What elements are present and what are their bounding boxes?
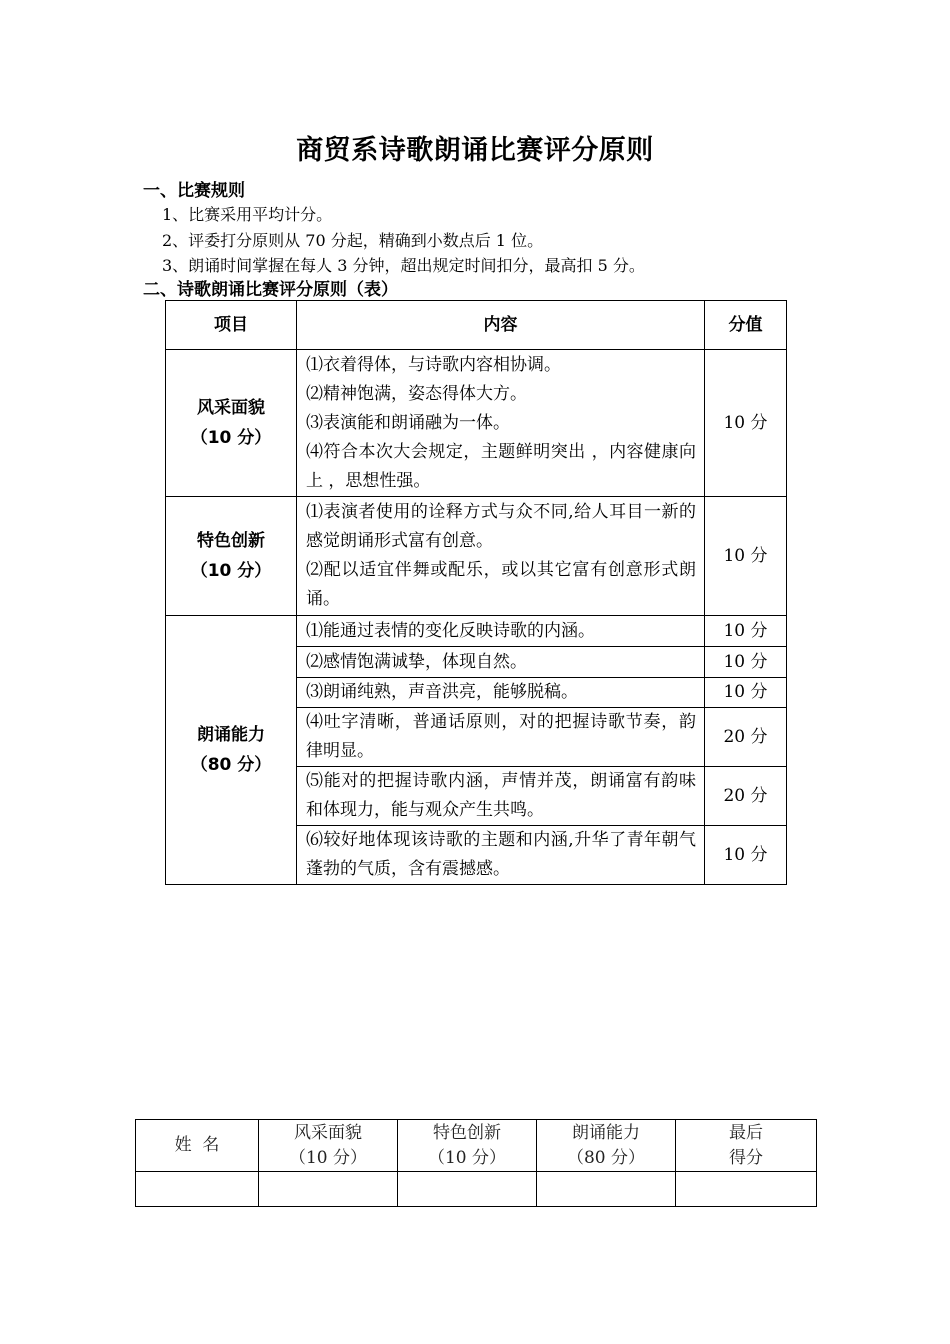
- header-item: 项目: [166, 301, 297, 350]
- header-line: 姓 名: [174, 1135, 220, 1155]
- rule-item: 2、评委打分原则从 70 分起，精确到小数点后 1 位。: [162, 231, 544, 250]
- criteria-item: ⑴表演者使用的诠释方式与众不同,给人耳目一新的感觉朗诵形式富有创意。: [306, 502, 696, 551]
- score-cell: 10 分: [705, 826, 787, 885]
- criteria-item: ⑴能通过表情的变化反映诗歌的内涵。: [297, 616, 705, 647]
- rule-item: 3、朗诵时间掌握在每人 3 分钟，超出规定时间扣分，最高扣 5 分。: [162, 256, 645, 275]
- category-cell: [166, 616, 297, 885]
- innovation-score-cell[interactable]: [398, 1172, 537, 1207]
- category-row: [166, 350, 787, 497]
- rule-item: 1、比赛采用平均计分。: [162, 205, 333, 224]
- category-cell: [166, 350, 297, 497]
- score-cell: 10 分: [705, 350, 787, 497]
- header-name: [136, 1120, 259, 1172]
- header-appearance: [259, 1120, 398, 1172]
- criteria-item: ⑶表演能和朗诵融为一体。: [306, 412, 510, 433]
- criteria-item: ⑹较好地体现该诗歌的主题和内涵,升华了青年朝气蓬勃的气质，含有震撼感。: [297, 826, 705, 885]
- header-line: 得分: [729, 1147, 763, 1168]
- header-line: （80 分）: [566, 1147, 646, 1168]
- score-sheet-table: [135, 1119, 817, 1207]
- header-line: 朗诵能力: [572, 1122, 640, 1143]
- category-cell: [166, 497, 297, 616]
- header-score: 分值: [705, 301, 787, 350]
- criteria-item: ⑶朗诵纯熟，声音洪亮，能够脱稿。: [297, 678, 705, 708]
- header-final-score: [676, 1120, 817, 1172]
- category-row: [166, 497, 787, 616]
- score-cell: 10 分: [705, 647, 787, 678]
- content-cell: [297, 350, 705, 497]
- score-cell: 10 分: [705, 497, 787, 616]
- appearance-score-cell[interactable]: [259, 1172, 398, 1207]
- header-recitation: [537, 1120, 676, 1172]
- header-line: （10 分）: [288, 1147, 368, 1168]
- header-line: 特色创新: [433, 1122, 501, 1143]
- name-cell[interactable]: [136, 1172, 259, 1207]
- category-points: （10 分）: [190, 561, 272, 581]
- score-cell: 10 分: [705, 678, 787, 708]
- category-name: 风采面貌: [197, 398, 265, 418]
- score-cell: 20 分: [705, 708, 787, 767]
- category-row: [166, 616, 787, 647]
- score-cell: 20 分: [705, 767, 787, 826]
- category-points: （80 分）: [190, 755, 272, 775]
- score-sheet-row: [136, 1172, 817, 1207]
- final-score-cell[interactable]: [676, 1172, 817, 1207]
- criteria-item: ⑴衣着得体，与诗歌内容相协调。: [306, 354, 561, 375]
- header-innovation: [398, 1120, 537, 1172]
- header-content: 内容: [297, 301, 705, 350]
- category-points: （10 分）: [190, 428, 272, 448]
- page-title: 商贸系诗歌朗诵比赛评分原则: [296, 135, 654, 166]
- criteria-item: ⑷吐字清晰，普通话原则，对的把握诗歌节奏，韵律明显。: [297, 708, 705, 767]
- section-heading-table: 二、诗歌朗诵比赛评分原则（表）: [143, 280, 398, 300]
- header-line: 最后: [729, 1122, 763, 1143]
- criteria-item: ⑵精神饱满，姿态得体大方。: [306, 383, 527, 404]
- header-line: （10 分）: [427, 1147, 507, 1168]
- category-name: 朗诵能力: [197, 725, 265, 745]
- criteria-item: ⑷符合本次大会规定，主题鲜明突出 ，内容健康向上 ，思想性强。: [306, 441, 696, 491]
- content-cell: [297, 497, 705, 616]
- criteria-item: ⑵配以适宜伴舞或配乐，或以其它富有创意形式朗诵。: [306, 560, 696, 609]
- score-cell: 10 分: [705, 616, 787, 647]
- score-sheet-header-row: [136, 1120, 817, 1172]
- section-heading-rules: 一、比赛规则: [143, 181, 245, 201]
- category-name: 特色创新: [197, 531, 265, 551]
- recitation-score-cell[interactable]: [537, 1172, 676, 1207]
- header-line: 风采面貌: [294, 1122, 362, 1143]
- criteria-table: [165, 300, 787, 885]
- criteria-header-row: [166, 301, 787, 350]
- criteria-item: ⑸能对的把握诗歌内涵，声情并茂，朗诵富有韵味和体现力，能与观众产生共鸣。: [297, 767, 705, 826]
- criteria-item: ⑵感情饱满诚挚，体现自然。: [297, 647, 705, 678]
